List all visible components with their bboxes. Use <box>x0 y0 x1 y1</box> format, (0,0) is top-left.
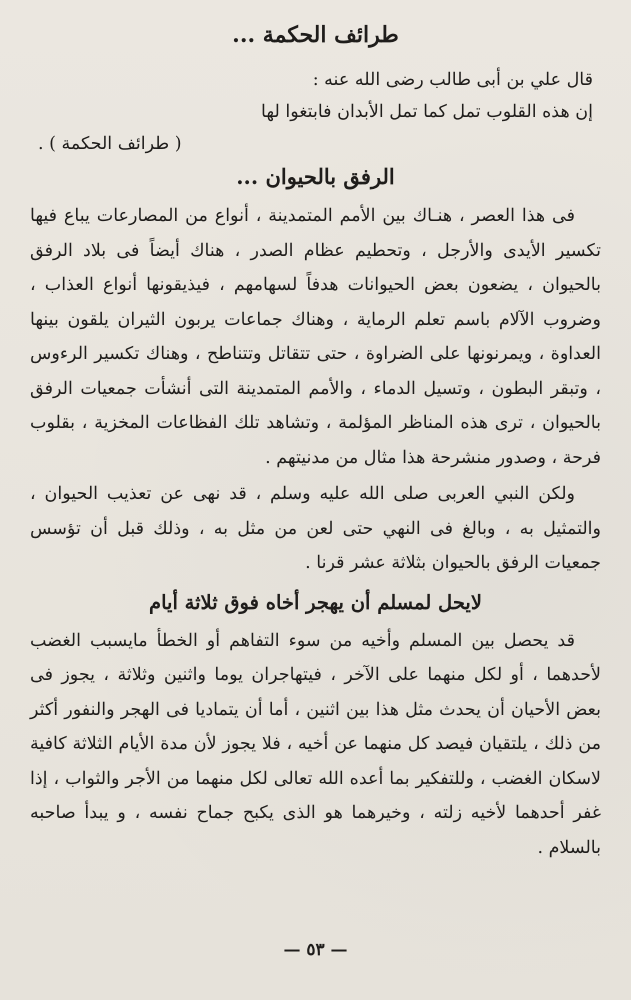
section1-paragraph-1: فى هذا العصر ، هنـاك بين الأمم المتمدينة ، أنواع من المصارعات يباع فيها تكسير الأيدى والأرجل ، وتحطيم عظام الصدر ، هناك أيضاً فى بلاد الرفق بالحيوان ، يضعون بعض الحيوانات هدفاً لسهامهم ، فيذيقونها أنواع العذاب ، وضروب الآلام باسم تعلم الرماية ، وهناك جماعات يربون الثيران يلقون بينها العداوة ، ويمرنونها على الضراوة ، حتى تتقاتل وتتناطح ، وهناك تكسير الرءوس ، وتبقر البطون ، وتسيل الدماء ، والأمم المتمدينة التى أنشأت جمعيات الرفق بالحيوان ، ترى هذه المناظر المؤلمة ، وتشاهد تلك الفظاعات المخزية ، بقلوب فرحة ، وصدور منشرحة هذا مثال من مدنيتهم . <box>30 206 601 468</box>
section1-paragraph-2: ولكن النبي العربى صلى الله عليه وسلم ، قد نهى عن تعذيب الحيوان ، والتمثيل به ، وبالغ فى النهي حتى لعن من مثل به ، وذلك قبل أن تؤسس جمعيات الرفق بالحيوان بثلاثة عشر قرنا . <box>30 484 601 573</box>
section-heading-animal-kindness: الرفق بالحيوان ... <box>236 164 395 189</box>
quote-block <box>30 64 601 160</box>
section2-paragraph-1: قد يحصل بين المسلم وأخيه من سوء التفاهم أو الخطأ مايسبب الغضب لأحدهما ، أو لكل منهما على الآخر ، فيتهاجران يوما واثنين وثلاثة ، يجوز فى بعض الأحيان أن يحدث مثل هذا بين اثنين ، أما أن يتماديا فى الهجر والنفور أكثر من ذلك ، يلتقيان فيصد كل منهما عن أخيه ، فلا يجوز لأن مدة الأيام الثلاثة كافية لاسكان الغضب ، وللتفكير بما أعده الله تعالى لكل منهما من الأجر والثواب ، إذا غفر أحدهما لأخيه زلته ، وخيرهما هو الذى يكبح جماح نفسه ، و يبدأ صاحبه بالسلام . <box>30 630 601 858</box>
page-title: طرائف الحكمة ... <box>232 22 399 48</box>
quote-source: ( طرائف الحكمة ) . <box>38 134 182 154</box>
quote-text: إن هذه القلوب تمل كما تمل الأبدان فابتغوا لها <box>261 102 593 122</box>
section-heading-estrangement: لايحل لمسلم أن يهجر أخاه فوق ثلاثة أيام <box>149 590 482 614</box>
quote-intro: قال علي بن أبى طالب رضى الله عنه : <box>312 70 593 90</box>
page-number: — ٥٣ — <box>283 940 348 960</box>
